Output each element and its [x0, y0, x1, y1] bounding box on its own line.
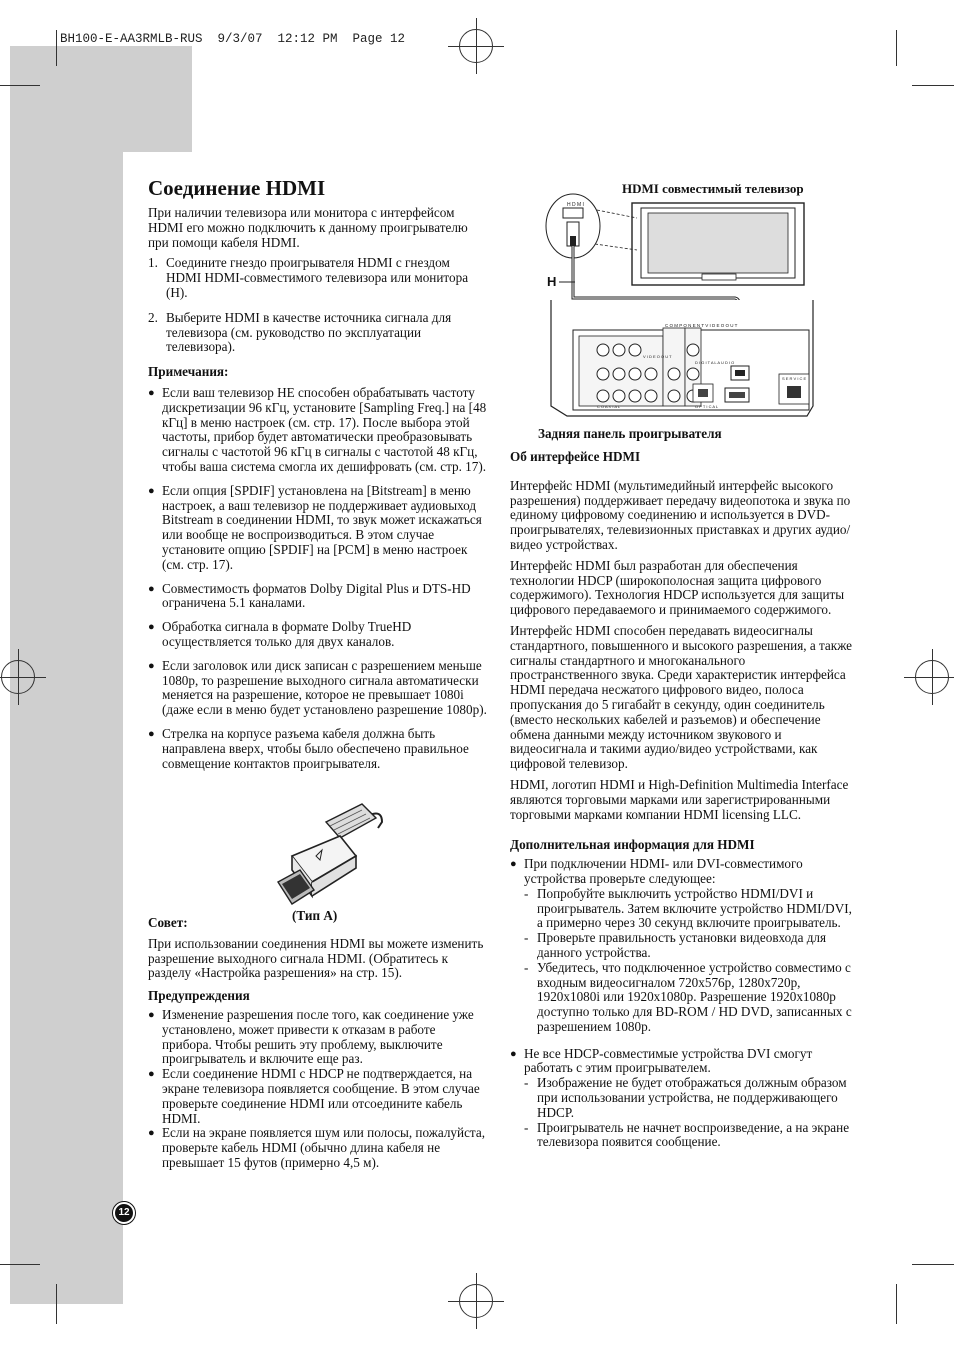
- warning-text: Изменение разрешения после того, как соединение уже установлено, может привести к отказам в работе прибора. Чтобы решить эту проблему, выключите проигрыватель и включите еще раз.: [162, 1006, 474, 1067]
- note-item: [148, 484, 488, 573]
- bullet-icon: ●: [148, 386, 155, 399]
- bullet-icon: ●: [510, 858, 517, 871]
- warnings-heading: Предупреждения: [148, 988, 250, 1004]
- coaxial-label: C O A X I A L: [597, 404, 621, 409]
- bullet-icon: ●: [148, 727, 155, 740]
- note-text: Совместимость форматов Dolby Digital Plus и DTS-HD ограничена 5.1 каналами.: [162, 580, 471, 611]
- video-out-label: V I D E O O U T: [643, 354, 672, 359]
- step-text: Соедините гнездо проигрывателя HDMI с гнездом HDMI HDMI-совместимого телевизора или монитора (H).: [166, 255, 469, 300]
- sub-item: [524, 887, 854, 931]
- crop-mark: [896, 30, 897, 66]
- sub-text: Проверьте правильность установки видеовхода для данного устройства.: [537, 930, 827, 960]
- warning-item: [148, 1067, 488, 1126]
- sub-item: [524, 1121, 854, 1151]
- step-number: 1.: [148, 255, 158, 271]
- print-slug: BH100-E-AA3RMLB-RUS 9/3/07 12:12 PM Page 12: [60, 32, 406, 46]
- tip-section: [148, 916, 488, 1171]
- about-hdmi-heading: Об интерфейсе HDMI: [510, 449, 641, 464]
- registration-mark: [459, 29, 493, 63]
- dash-icon: -: [524, 1075, 529, 1091]
- about-paragraph: Интерфейс HDMI был разработан для обеспечения технологии HDCP (широкополосная защита цифрового содержимого). Технология HDCP используется для защиты цифрового передаваемого и принимаемого содержимого.: [510, 557, 845, 618]
- connection-diagram: [545, 178, 825, 423]
- extra-item: [510, 1047, 854, 1077]
- step-text: Выберите HDMI в качестве источника сигнала для телевизора (см. руководство по эксплуатации телевизора).: [166, 309, 452, 355]
- crop-mark: [0, 1264, 40, 1265]
- bullet-icon: ●: [148, 582, 155, 595]
- registration-mark: [459, 1284, 493, 1318]
- note-item: [148, 727, 488, 771]
- sub-item: [524, 931, 854, 961]
- registration-mark: [1, 660, 35, 694]
- crop-mark: [56, 30, 57, 66]
- page-title: Соединение HDMI: [148, 176, 326, 200]
- step-item: [148, 256, 488, 300]
- extra-info-heading: Дополнительная информация для HDMI: [510, 837, 755, 853]
- note-text: Если ваш телевизор НЕ способен обрабатывать частоту дискретизации 96 кГц, установите [Sampling Freq.] на [48 кГц] в меню настроек (см. стр. 17). После выбора этой частоты, прибор будет автоматически преобразовывать сигналы с частотой 96 кГц в сигналы с частотой 48 кГц, чтобы ваша система смогла их дешифровать (см. стр. 17).: [162, 384, 487, 474]
- diagram-caption: Задняя панель проигрывателя: [538, 426, 722, 441]
- optical-label: O P T I C A L: [695, 404, 719, 409]
- intro-text: При наличии телевизора или монитора с интерфейсом HDMI его можно подключить к данному проигрывателю при помощи кабеля HDMI.: [148, 205, 468, 250]
- tv-label: HDMI совместимый телевизор: [622, 181, 804, 196]
- sub-text: Изображение не будет отображаться должным образом при использовании устройства, не поддерживающего HDCP.: [537, 1075, 847, 1120]
- about-paragraph: HDMI, логотип HDMI и High-Definition Multimedia Interface являются торговыми марками или зарегистрированными торговыми марками компании HDMI licensing LLC.: [510, 776, 849, 822]
- left-column: [148, 176, 488, 780]
- sub-item: [524, 1076, 854, 1120]
- sub-text: Попробуйте выключить устройство HDMI/DVI и проигрыватель. Затем включите устройство HDMI/DVI, а примерно через 30 секунд включите проигрыватель.: [537, 885, 852, 931]
- note-text: Обработка сигнала в формате Dolby TrueHD осуществляется только для двух каналов.: [162, 619, 412, 649]
- hdmi-port-label: H D M I: [567, 202, 584, 208]
- dash-icon: -: [524, 885, 529, 901]
- bullet-icon: ●: [148, 659, 155, 672]
- note-item: [148, 659, 488, 718]
- registration-mark: [915, 660, 949, 694]
- step-number: 2.: [148, 309, 158, 325]
- grey-header-band: [10, 46, 192, 152]
- warning-text: Если соединение HDMI с HDCP не подтверждается, на экране телевизора появляется сообщение. В этом случае проверьте соединение HDMI или отсоедините кабель HDMI.: [162, 1066, 480, 1126]
- bullet-icon: ●: [148, 621, 155, 634]
- right-column: [510, 450, 854, 1150]
- dash-icon: -: [524, 930, 529, 946]
- step-item: [148, 311, 488, 355]
- note-text: Если заголовок или диск записан с разрешением меньше 1080p, то разрешение выходного сигнала автоматически меняется на разрешение, которое не превышает 1080i (даже если в меню будет установлено разрешение 1080p).: [162, 657, 487, 718]
- hdmi-plug-illustration: [270, 800, 400, 910]
- about-paragraph: Интерфейс HDMI способен передавать видеосигналы стандартного, повышенного и высокого разрешения, а также сигналы стандартного и многоканального пространственного звука. Среди характеристик интерфейса HDMI передача несжатого цифрового видео, полоса пропускания до 5 гигабайт в секунду, один соединитель (вместо нескольких кабелей и разъемов) и обеспечение обмена данными между источником звукового и видеосигнала и такими аудио/видео устройствами, как цифровой телевизор.: [510, 622, 852, 772]
- extra-item: [510, 857, 854, 887]
- tip-heading: Совет:: [148, 915, 188, 930]
- note-item: [148, 582, 488, 612]
- digital-audio-label: D I G I T A L A U D I O: [695, 360, 735, 365]
- sub-item: [524, 961, 854, 1035]
- note-item: [148, 386, 488, 475]
- warning-item: [148, 1008, 488, 1067]
- connection-h-label: H: [547, 274, 557, 289]
- warning-text: Если на экране появляется шум или полосы, пожалуйста, проверьте кабель HDMI (обычно длина кабеля не превышает 15 футов (примерно 4,5 м).: [162, 1125, 485, 1170]
- crop-mark: [56, 1284, 57, 1324]
- dash-icon: -: [524, 959, 529, 975]
- warning-item: [148, 1126, 488, 1170]
- sub-text: Убедитесь, что подключенное устройство совместимо с входным видеосигналом 720x576p, 1280x720p, 1920x1080i или 1920x1080p. Разрешение 1920x1080p доступно только для BD-ROM / HD DVD, записанных с разрешением 1080p.: [537, 959, 852, 1034]
- component-label: C O M P O N E N T V I D E O O U T: [665, 323, 738, 328]
- tip-text: При использовании соединения HDMI вы можете изменить разрешение выходного сигнала HDMI. (Обратитесь к разделу «Настройка разрешения» на стр. 15).: [148, 935, 484, 981]
- bullet-icon: ●: [148, 1127, 155, 1140]
- bullet-icon: ●: [148, 1068, 155, 1081]
- bullet-icon: ●: [148, 1008, 155, 1021]
- notes-heading: Примечания:: [148, 364, 229, 380]
- crop-mark: [0, 85, 40, 86]
- note-text: Стрелка на корпусе разъема кабеля должна быть направлена вверх, чтобы было обеспечено правильное совмещение контактов проигрывателя.: [162, 725, 469, 771]
- sub-text: Проигрыватель не начнет воспроизведение, а на экране телевизора появится сообщение.: [537, 1119, 850, 1150]
- note-item: [148, 620, 488, 650]
- dash-icon: -: [524, 1119, 529, 1135]
- page-number: 12: [113, 1202, 135, 1224]
- service-label: S E R V I C E: [782, 376, 807, 381]
- crop-mark: [912, 1264, 954, 1265]
- bullet-icon: ●: [148, 484, 155, 497]
- plug-caption: (Тип A): [292, 908, 338, 923]
- bullet-icon: ●: [510, 1047, 517, 1060]
- about-paragraph: Интерфейс HDMI (мультимедийный интерфейс высокого разрешения) поддерживает передачу видеопотока и звука по единому цифровому соединению и используется в DVD-проигрывателях, телевизионных приставках и других аудио/видео устройствах.: [510, 477, 851, 552]
- extra-text: Не все HDCP-совместимые устройства DVI смогут работать с этим проигрывателем.: [524, 1045, 813, 1076]
- note-text: Если опция [SPDIF] установлена на [Bitstream] в меню настроек, а ваш телевизор не поддерживает аудиовыход Bitstream в соединении HDMI, то звук может искажаться или вообще не воспроизводиться. В этом случае установите опцию [SPDIF] на [PCM] в меню настроек (см. стр. 17).: [162, 482, 482, 572]
- extra-text: При подключении HDMI- или DVI-совместимого устройства проверьте следующее:: [524, 856, 803, 886]
- crop-mark: [912, 85, 954, 86]
- crop-mark: [896, 1284, 897, 1324]
